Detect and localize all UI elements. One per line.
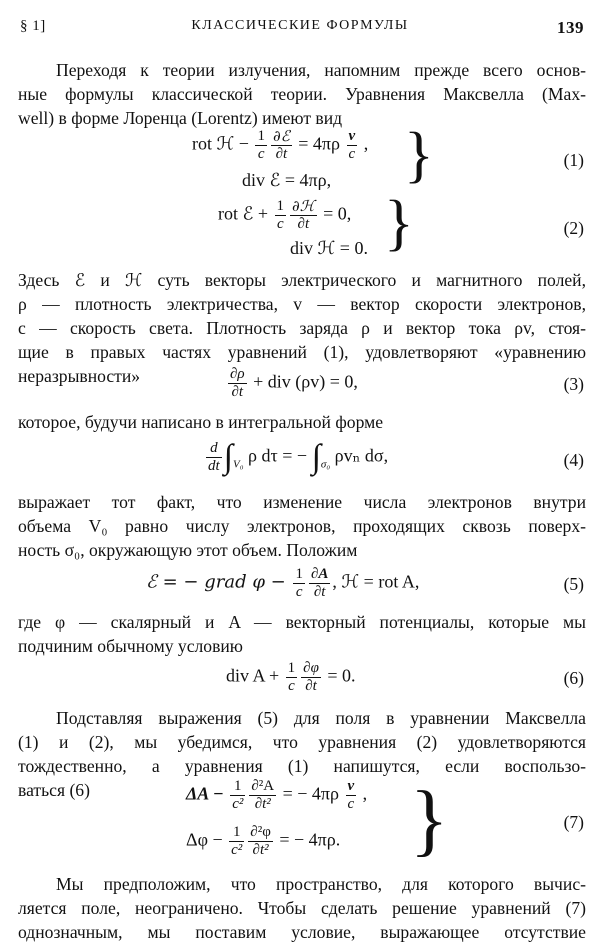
text-line: Здесь ℰ и ℋ суть векторы электрического и магнитного полей, (18, 270, 586, 290)
text-line: подчиним обычному условию (18, 636, 243, 656)
text-line: где φ — скалярный и A — векторный потенциалы, которые мы (18, 612, 586, 632)
equation-number-1: (1) (563, 150, 584, 170)
text-line: объема V₀ равно числу электронов, проходящих сквозь поверх- (18, 516, 586, 536)
text-line: Подставляя выражения (5) для поля в уравнении Максвелла (56, 708, 586, 728)
text-line: выражает тот факт, что изменение числа электронов внутри (18, 492, 586, 512)
equation-number-6: (6) (563, 668, 584, 688)
paragraph-5 (18, 610, 586, 658)
equation-2a: rot ℰ + $\frac{1}{c}$ $\frac{\text{∂ℋ}}{\partial t}$ = 0, (218, 197, 352, 232)
equation-6: div A + $\frac{1}{c}$ $\frac{\partial\varphi}{\partial t}$ = 0. (226, 660, 356, 694)
paragraph-3 (18, 410, 586, 434)
section-marker: § 1] (20, 18, 46, 34)
text-line: ρ — плотность электричества, v — вектор скорости электронов, (18, 294, 586, 314)
right-brace: } (384, 189, 414, 257)
text-line: щие в правых частях уравнений (1), удовлетворяют «уравнению (18, 342, 586, 362)
equation-1b: div ℰ = 4πρ, (242, 170, 332, 190)
running-title: КЛАССИЧЕСКИЕ ФОРМУЛЫ (191, 18, 409, 33)
text-line: тождественно, а уравнения (1) напишутся, если воспользо- (18, 756, 586, 776)
equation-number-2: (2) (563, 218, 584, 238)
right-brace: } (410, 776, 449, 864)
text-line: однозначным, мы поставим условие, выражающее отсутствие (18, 922, 586, 942)
text-line: Мы предположим, что пространство, для которого вычис- (56, 874, 586, 894)
text-line: ваться (6) (18, 780, 90, 800)
equation-2b: div ℋ = 0. (290, 238, 368, 258)
equation-5: ℰ = − grad φ − $\frac{1}{c}$ $\frac{\partial A}{\partial t}$ , ℋ = rot A, (146, 566, 420, 600)
text-line: well) в форме Лоренца (Lorentz) имеют вид (18, 108, 343, 128)
equation-number-7: (7) (563, 812, 584, 832)
equation-number-4: (4) (563, 450, 584, 470)
equation-number-5: (5) (563, 574, 584, 594)
equation-4: $\frac{d}{dt}$ $\int_{V_0}$ ρ dτ = − $\int_{\sigma_0}$ ρvₙ dσ, (208, 438, 389, 476)
text-line: Переходя к теории излучения, напомним прежде всего основ- (56, 60, 586, 80)
text-line: c — скорость света. Плотность заряда ρ и вектор тока ρv, стоя- (18, 318, 586, 338)
text-line: неразрывности» (18, 366, 141, 386)
text-line: (1) и (2), мы убедимся, что уравнения (2) удовлетворяются (18, 732, 586, 752)
equation-3: $\frac{\partial\rho}{\partial t}$ + div (ρv) = 0, (230, 366, 358, 400)
equation-7b: Δφ − $\frac{1}{\text{c²}}$ $\frac{\text{∂²φ}}{\text{∂t²}}$ = − 4πρ. (186, 824, 341, 858)
equation-7a: ΔA − $\frac{1}{\text{c²}}$ $\frac{\text{∂²A}}{\text{∂t²}}$ = − 4πρ $\frac{v}{c}$ , (186, 778, 368, 812)
equation-1a: rot ℋ − $\frac{1}{c}$ $\frac{\text{∂ℰ}}{\partial t}$ = 4πρ $\frac{v}{c}$ , (192, 127, 369, 162)
text-line: которое, будучи написано в интегральной форме (18, 412, 384, 432)
right-brace: } (404, 121, 434, 189)
paragraph-7 (18, 872, 586, 944)
integral-sign: ∫ (223, 438, 233, 476)
equation-number-3: (3) (563, 374, 584, 394)
paragraph-1 (18, 58, 586, 130)
text-line: ляется поле, неограничено. Чтобы сделать решение уравнений (7) (18, 898, 586, 918)
text-line: ность σ₀, окружающую этот объем. Положим (18, 540, 358, 560)
page-number: 139 (557, 18, 584, 37)
text-line: ные формулы классической теории. Уравнения Максвелла (Max- (18, 84, 586, 104)
integral-sign: ∫ (311, 438, 321, 476)
paragraph-4 (18, 490, 586, 562)
